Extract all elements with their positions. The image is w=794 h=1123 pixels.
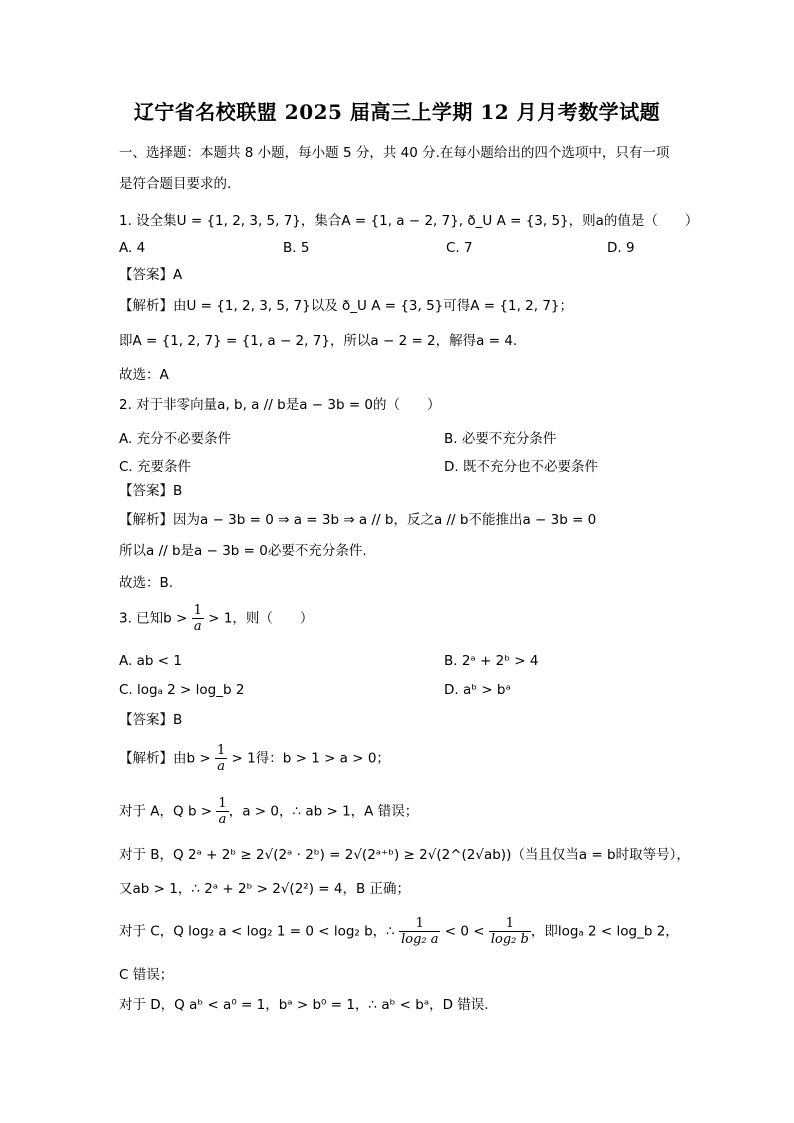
q3-analysis-option-c-end: C 错误；: [119, 967, 174, 983]
q1-option-a: A. 4: [119, 240, 146, 256]
q3-stem-prefix: 3. 已知b >: [119, 610, 192, 627]
q1-analysis-line-1: 【解析】由U = {1, 2, 3, 5, 7}以及 ð_U A = {3, 5}可得A = {1, 2, 7}；: [119, 298, 574, 314]
q1-answer: 【答案】A: [119, 267, 183, 283]
q3-analysis-option-b-line-2: 又ab > 1，∴ 2ᵃ + 2ᵇ > 2√(2²) = 4，B 正确；: [119, 881, 411, 897]
q2-option-d: D. 既不充分也不必要条件: [444, 459, 598, 475]
q2-option-c: C. 充要条件: [119, 459, 192, 475]
question-2-stem: 2. 对于非零向量a, b, a // b是a − 3b = 0的（ ）: [119, 397, 441, 413]
q1-option-d: D. 9: [607, 240, 635, 256]
q2-option-b: B. 必要不充分条件: [444, 431, 557, 447]
q3-analysis-option-a: [119, 796, 734, 827]
q3-option-b: B. 2ᵃ + 2ᵇ > 4: [444, 653, 539, 669]
q3-analysis-option-d: 对于 D，Q aᵇ < a⁰ = 1，bᵃ > b⁰ = 1，∴ aᵇ < bᵃ，D 错误.: [119, 997, 489, 1013]
q3-analysis-a-fraction: [216, 796, 228, 827]
fraction-denominator: a: [193, 619, 202, 634]
q2-answer: 【答案】B: [119, 483, 183, 499]
fraction-denominator: a: [218, 812, 227, 827]
q3-analysis-intro-fraction: [215, 743, 227, 774]
q3-option-c: C. logₐ 2 > log_b 2: [119, 682, 245, 698]
fraction-denominator: log₂ a: [401, 932, 439, 947]
q3-analysis-option-b-line-1: 对于 B，Q 2ᵃ + 2ᵇ ≥ 2√(2ᵃ · 2ᵇ) = 2√(2ᵃ⁺ᵇ) ≥ 2√(2^(2√ab))（当且仅当a = b时取等号），: [119, 847, 690, 863]
q3-stem-suffix: > 1，则（ ）: [203, 610, 314, 627]
section-intro-line-2: 是符合题目要求的.: [119, 176, 232, 192]
section-intro-line-1: 一、选择题：本题共 8 小题，每小题 5 分，共 40 分.在每小题给出的四个选项中，只有一项: [119, 145, 670, 161]
q2-analysis-line-1: 【解析】因为a − 3b = 0 ⇒ a = 3b ⇒ a // b，反之a // b不能推出a − 3b = 0: [119, 512, 597, 528]
q2-conclusion: 故选：B.: [119, 575, 174, 591]
q3-analysis-c-prefix: 对于 C，Q log₂ a < log₂ 1 = 0 < log₂ b，∴: [119, 923, 400, 940]
fraction-numerator: 1: [399, 916, 440, 932]
q3-analysis-c-suffix: ，即logₐ 2 < log_b 2，: [530, 923, 679, 940]
q3-option-d: D. aᵇ > bᵃ: [444, 682, 511, 698]
q3-option-a: A. ab < 1: [119, 653, 182, 669]
q3-analysis-c-fraction-2: [489, 916, 531, 947]
fraction-denominator: log₂ b: [490, 932, 529, 947]
q1-analysis-line-2: 即A = {1, 2, 7} = {1, a − 2, 7}，所以a − 2 = 2，解得a = 4.: [119, 333, 518, 349]
q3-analysis-intro: [119, 743, 734, 774]
q1-option-b: B. 5: [283, 240, 310, 256]
question-1-stem: 1. 设全集U = {1, 2, 3, 5, 7}，集合A = {1, a − 2, 7}, ð_U A = {3, 5}，则a的值是（ ）: [119, 213, 699, 229]
q3-analysis-c-fraction-1: [399, 916, 440, 947]
q3-analysis-intro-prefix: 【解析】由b >: [119, 750, 215, 767]
q3-analysis-intro-suffix: > 1得：b > 1 > a > 0；: [227, 750, 390, 767]
q3-analysis-option-c: [119, 916, 734, 947]
q3-analysis-c-mid: < 0 <: [440, 923, 489, 940]
q2-option-a: A. 充分不必要条件: [119, 431, 232, 447]
q3-answer: 【答案】B: [119, 712, 183, 728]
q3-analysis-a-suffix: ，a > 0，∴ ab > 1，A 错误；: [228, 803, 419, 820]
q2-analysis-line-2: 所以a // b是a − 3b = 0必要不充分条件.: [119, 543, 367, 559]
q1-option-c: C. 7: [446, 240, 473, 256]
fraction-numerator: 1: [489, 916, 531, 932]
fraction-numerator: 1: [193, 603, 202, 618]
q3-stem-fraction: [192, 603, 204, 634]
fraction-numerator: 1: [216, 743, 226, 758]
page-title: 辽宁省名校联盟 2025 届高三上学期 12 月月考数学试题: [133, 100, 661, 124]
fraction-denominator: a: [217, 759, 225, 774]
fraction-numerator: 1: [218, 796, 227, 811]
question-3-stem: [119, 603, 734, 634]
q1-conclusion: 故选：A: [119, 367, 169, 383]
q3-analysis-a-prefix: 对于 A，Q b >: [119, 803, 217, 820]
